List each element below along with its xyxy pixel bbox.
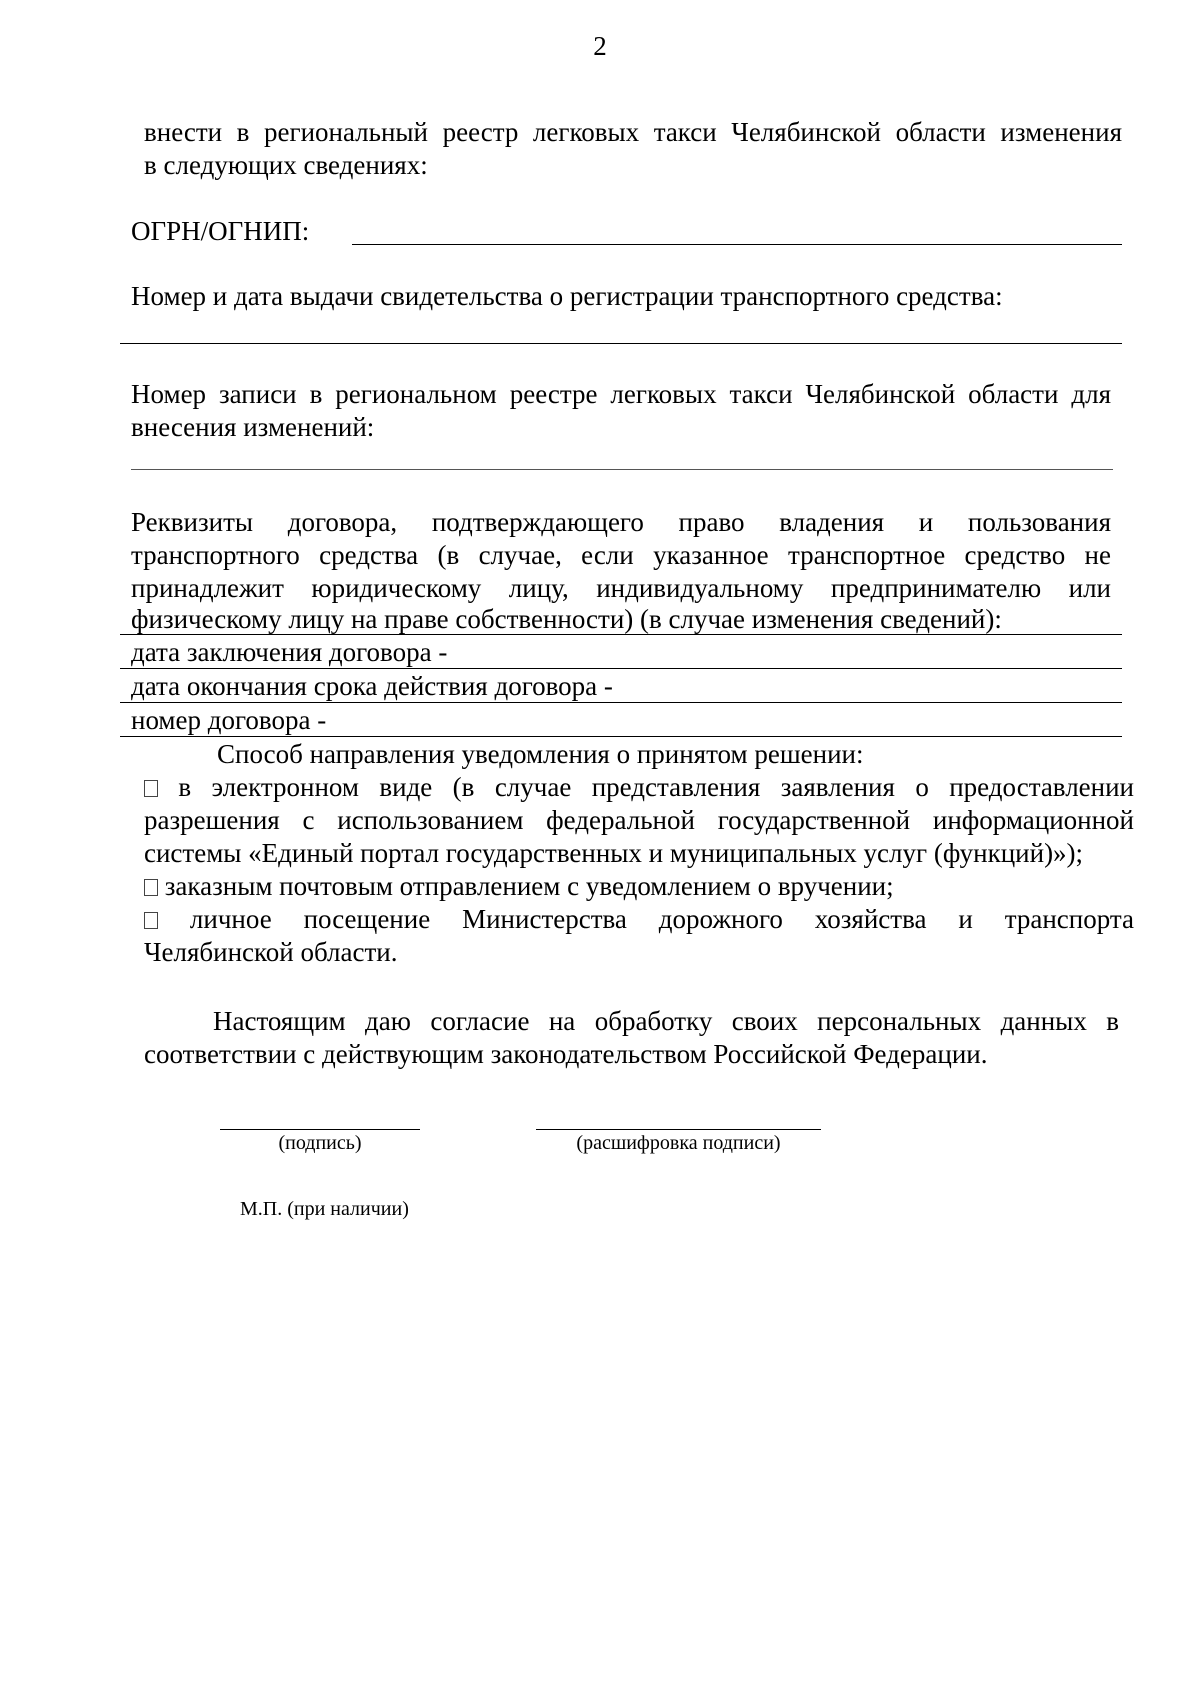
notification-option-mail bbox=[144, 870, 894, 903]
contract-number-row[interactable] bbox=[131, 704, 326, 737]
contract-expiry-date-label: дата окончания срока действия договора - bbox=[131, 671, 613, 701]
contract-line-1: Реквизиты договора, подтверждающего право владения и пользования bbox=[131, 507, 1111, 537]
ogrn-field[interactable] bbox=[352, 212, 1122, 245]
registry-record-field[interactable] bbox=[131, 436, 1113, 469]
consent-line-2: соответствии с действующим законодательством Российской Федерации. bbox=[144, 1039, 988, 1069]
checkbox-visit[interactable] bbox=[144, 912, 158, 929]
ogrn-label: ОГРН/ОГНИП: bbox=[131, 216, 310, 246]
contract-conclusion-date-label: дата заключения договора - bbox=[131, 637, 448, 667]
page-number: 2 bbox=[593, 31, 607, 61]
contract-expiry-date-row[interactable] bbox=[131, 670, 613, 703]
checkbox-mail[interactable] bbox=[144, 879, 158, 896]
consent-line-1: Настоящим даю согласие на обработку своих персональных данных в bbox=[213, 1006, 1119, 1036]
contract-line-4: физическому лицу на праве собственности) (в случае изменения сведений): bbox=[131, 604, 1002, 634]
notification-option-electronic-line-2: разрешения с использованием федеральной государственной информационной bbox=[144, 805, 1134, 835]
ogrn-underline bbox=[352, 244, 1122, 245]
contract-rule-2 bbox=[120, 668, 1122, 669]
registry-record-underline bbox=[131, 469, 1113, 470]
notification-option-electronic-line-1: в электронном виде (в случае представления заявления о предоставлении bbox=[178, 772, 1134, 802]
intro-line-1: внести в региональный реестр легковых такси Челябинской области изменения bbox=[144, 117, 1122, 147]
contract-rule-4 bbox=[120, 736, 1122, 737]
signature-decoding-line bbox=[536, 1129, 821, 1130]
notification-option-visit-line-2: Челябинской области. bbox=[144, 937, 398, 967]
notification-option-visit-line-1: личное посещение Министерства дорожного хозяйства и транспорта bbox=[189, 904, 1134, 934]
notification-heading: Способ направления уведомления о принятом решении: bbox=[217, 739, 864, 769]
registry-record-line-2: внесения изменений: bbox=[131, 412, 375, 442]
registration-certificate-label: Номер и дата выдачи свидетельства о регистрации транспортного средства: bbox=[131, 281, 1003, 311]
notification-option-electronic bbox=[144, 771, 1134, 804]
notification-option-visit bbox=[144, 903, 1134, 936]
contract-number-label: номер договора - bbox=[131, 705, 327, 735]
contract-line-3: принадлежит юридическому лицу, индивидуальному предпринимателю или bbox=[131, 573, 1111, 603]
registry-record-line-1: Номер записи в региональном реестре легковых такси Челябинской области для bbox=[131, 379, 1111, 409]
notification-option-electronic-line-3: системы «Единый портал государственных и муниципальных услуг (функций)»); bbox=[144, 838, 1084, 868]
registration-certificate-underline bbox=[120, 343, 1122, 344]
notification-option-mail-line-1: заказным почтовым отправлением с уведомлением о вручении; bbox=[164, 871, 894, 901]
contract-conclusion-date-row[interactable] bbox=[131, 636, 447, 669]
signature-line bbox=[220, 1129, 420, 1130]
contract-line-2: транспортного средства (в случае, если указанное транспортное средство не bbox=[131, 540, 1111, 570]
signature-decoding-caption: (расшифровка подписи) bbox=[576, 1132, 781, 1154]
signature-caption: (подпись) bbox=[278, 1132, 362, 1154]
contract-rule-1 bbox=[120, 634, 1122, 635]
contract-rule-3 bbox=[120, 702, 1122, 703]
checkbox-electronic[interactable] bbox=[144, 780, 158, 797]
registration-certificate-field[interactable] bbox=[120, 309, 1122, 342]
stamp-label: М.П. (при наличии) bbox=[240, 1198, 409, 1220]
intro-line-2: в следующих сведениях: bbox=[144, 150, 428, 180]
